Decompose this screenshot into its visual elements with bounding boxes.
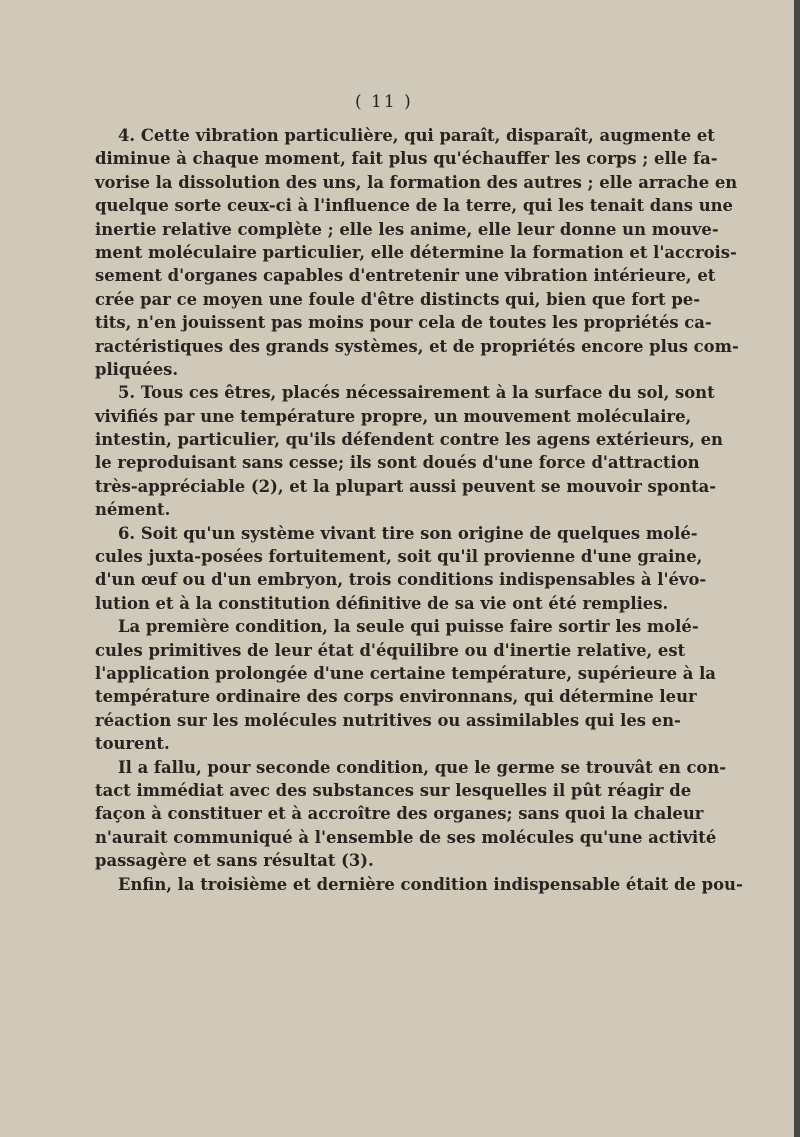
text-line: passagère et sans résultat (3). (95, 851, 374, 871)
text-line: Il a fallu, pour seconde condition, que le germe se trouvât en con- (118, 757, 727, 777)
text-line: température ordinaire des corps environnans, qui détermine leur (95, 687, 697, 707)
text-line: ment moléculaire particulier, elle détermine la formation et l'accrois- (95, 242, 737, 262)
text-line: tourent. (95, 734, 170, 754)
text-line: très-appréciable (2), et la plupart aussi peuvent se mouvoir sponta- (95, 476, 717, 496)
page-number: ( 11 ) (355, 92, 413, 112)
text-line: lution et à la constitution définitive de sa vie ont été remplies. (95, 593, 669, 613)
text-line: nément. (95, 500, 171, 520)
text-line: 6. Soit qu'un système vivant tire son origine de quelques molé- (118, 523, 698, 543)
text-line: réaction sur les molécules nutritives ou assimilables qui les en- (95, 710, 681, 730)
text-line: l'application prolongée d'une certaine température, supérieure à la (95, 663, 716, 683)
text-line: façon à constituer et à accroître des organes; sans quoi la chaleur (95, 804, 704, 824)
text-line: tact immédiat avec des substances sur lesquelles il pût réagir de (95, 780, 692, 800)
text-line: d'un œuf ou d'un embryon, trois conditions indispensables à l'évo- (95, 570, 707, 590)
text-line: cules juxta-posées fortuitement, soit qu'il provienne d'une graine, (95, 547, 703, 567)
text-line: inertie relative complète ; elle les anime, elle leur donne un mouve- (95, 219, 719, 239)
text-line: La première condition, la seule qui puisse faire sortir les molé- (118, 617, 699, 637)
text-line: quelque sorte ceux-ci à l'influence de la terre, qui les tenait dans une (95, 196, 733, 216)
text-line: tits, n'en jouissent pas moins pour cela de toutes les propriétés ca- (95, 313, 712, 333)
text-line: sement d'organes capables d'entretenir une vibration intérieure, et (95, 266, 716, 286)
text-line: 4. Cette vibration particulière, qui paraît, disparaît, augmente et (118, 126, 715, 145)
page-edge (794, 0, 800, 1137)
text-line: vorise la dissolution des uns, la formation des autres ; elle arrache en (95, 172, 738, 192)
text-line: n'aurait communiqué à l'ensemble de ses molécules qu'une activité (95, 827, 717, 847)
text-line: 5. Tous ces êtres, placés nécessairement à la surface du sol, sont (118, 383, 715, 403)
text-line: intestin, particulier, qu'ils défendent contre les agens extérieurs, en (95, 430, 723, 450)
text-line: diminue à chaque moment, fait plus qu'échauffer les corps ; elle fa- (95, 149, 718, 169)
text-line: cules primitives de leur état d'équilibre ou d'inertie relative, est (95, 640, 686, 660)
text-line: vivifiés par une température propre, un mouvement moléculaire, (95, 406, 692, 426)
text-line: ractéristiques des grands systèmes, et de propriétés encore plus com- (95, 336, 739, 356)
text-line: crée par ce moyen une foule d'être distincts qui, bien que fort pe- (95, 289, 701, 309)
body-text (95, 124, 743, 896)
text-line: le reproduisant sans cesse; ils sont doués d'une force d'attraction (95, 453, 700, 473)
text-line: Enfin, la troisième et dernière condition indispensable était de pou- (118, 874, 743, 894)
text-line: pliquées. (95, 359, 179, 379)
